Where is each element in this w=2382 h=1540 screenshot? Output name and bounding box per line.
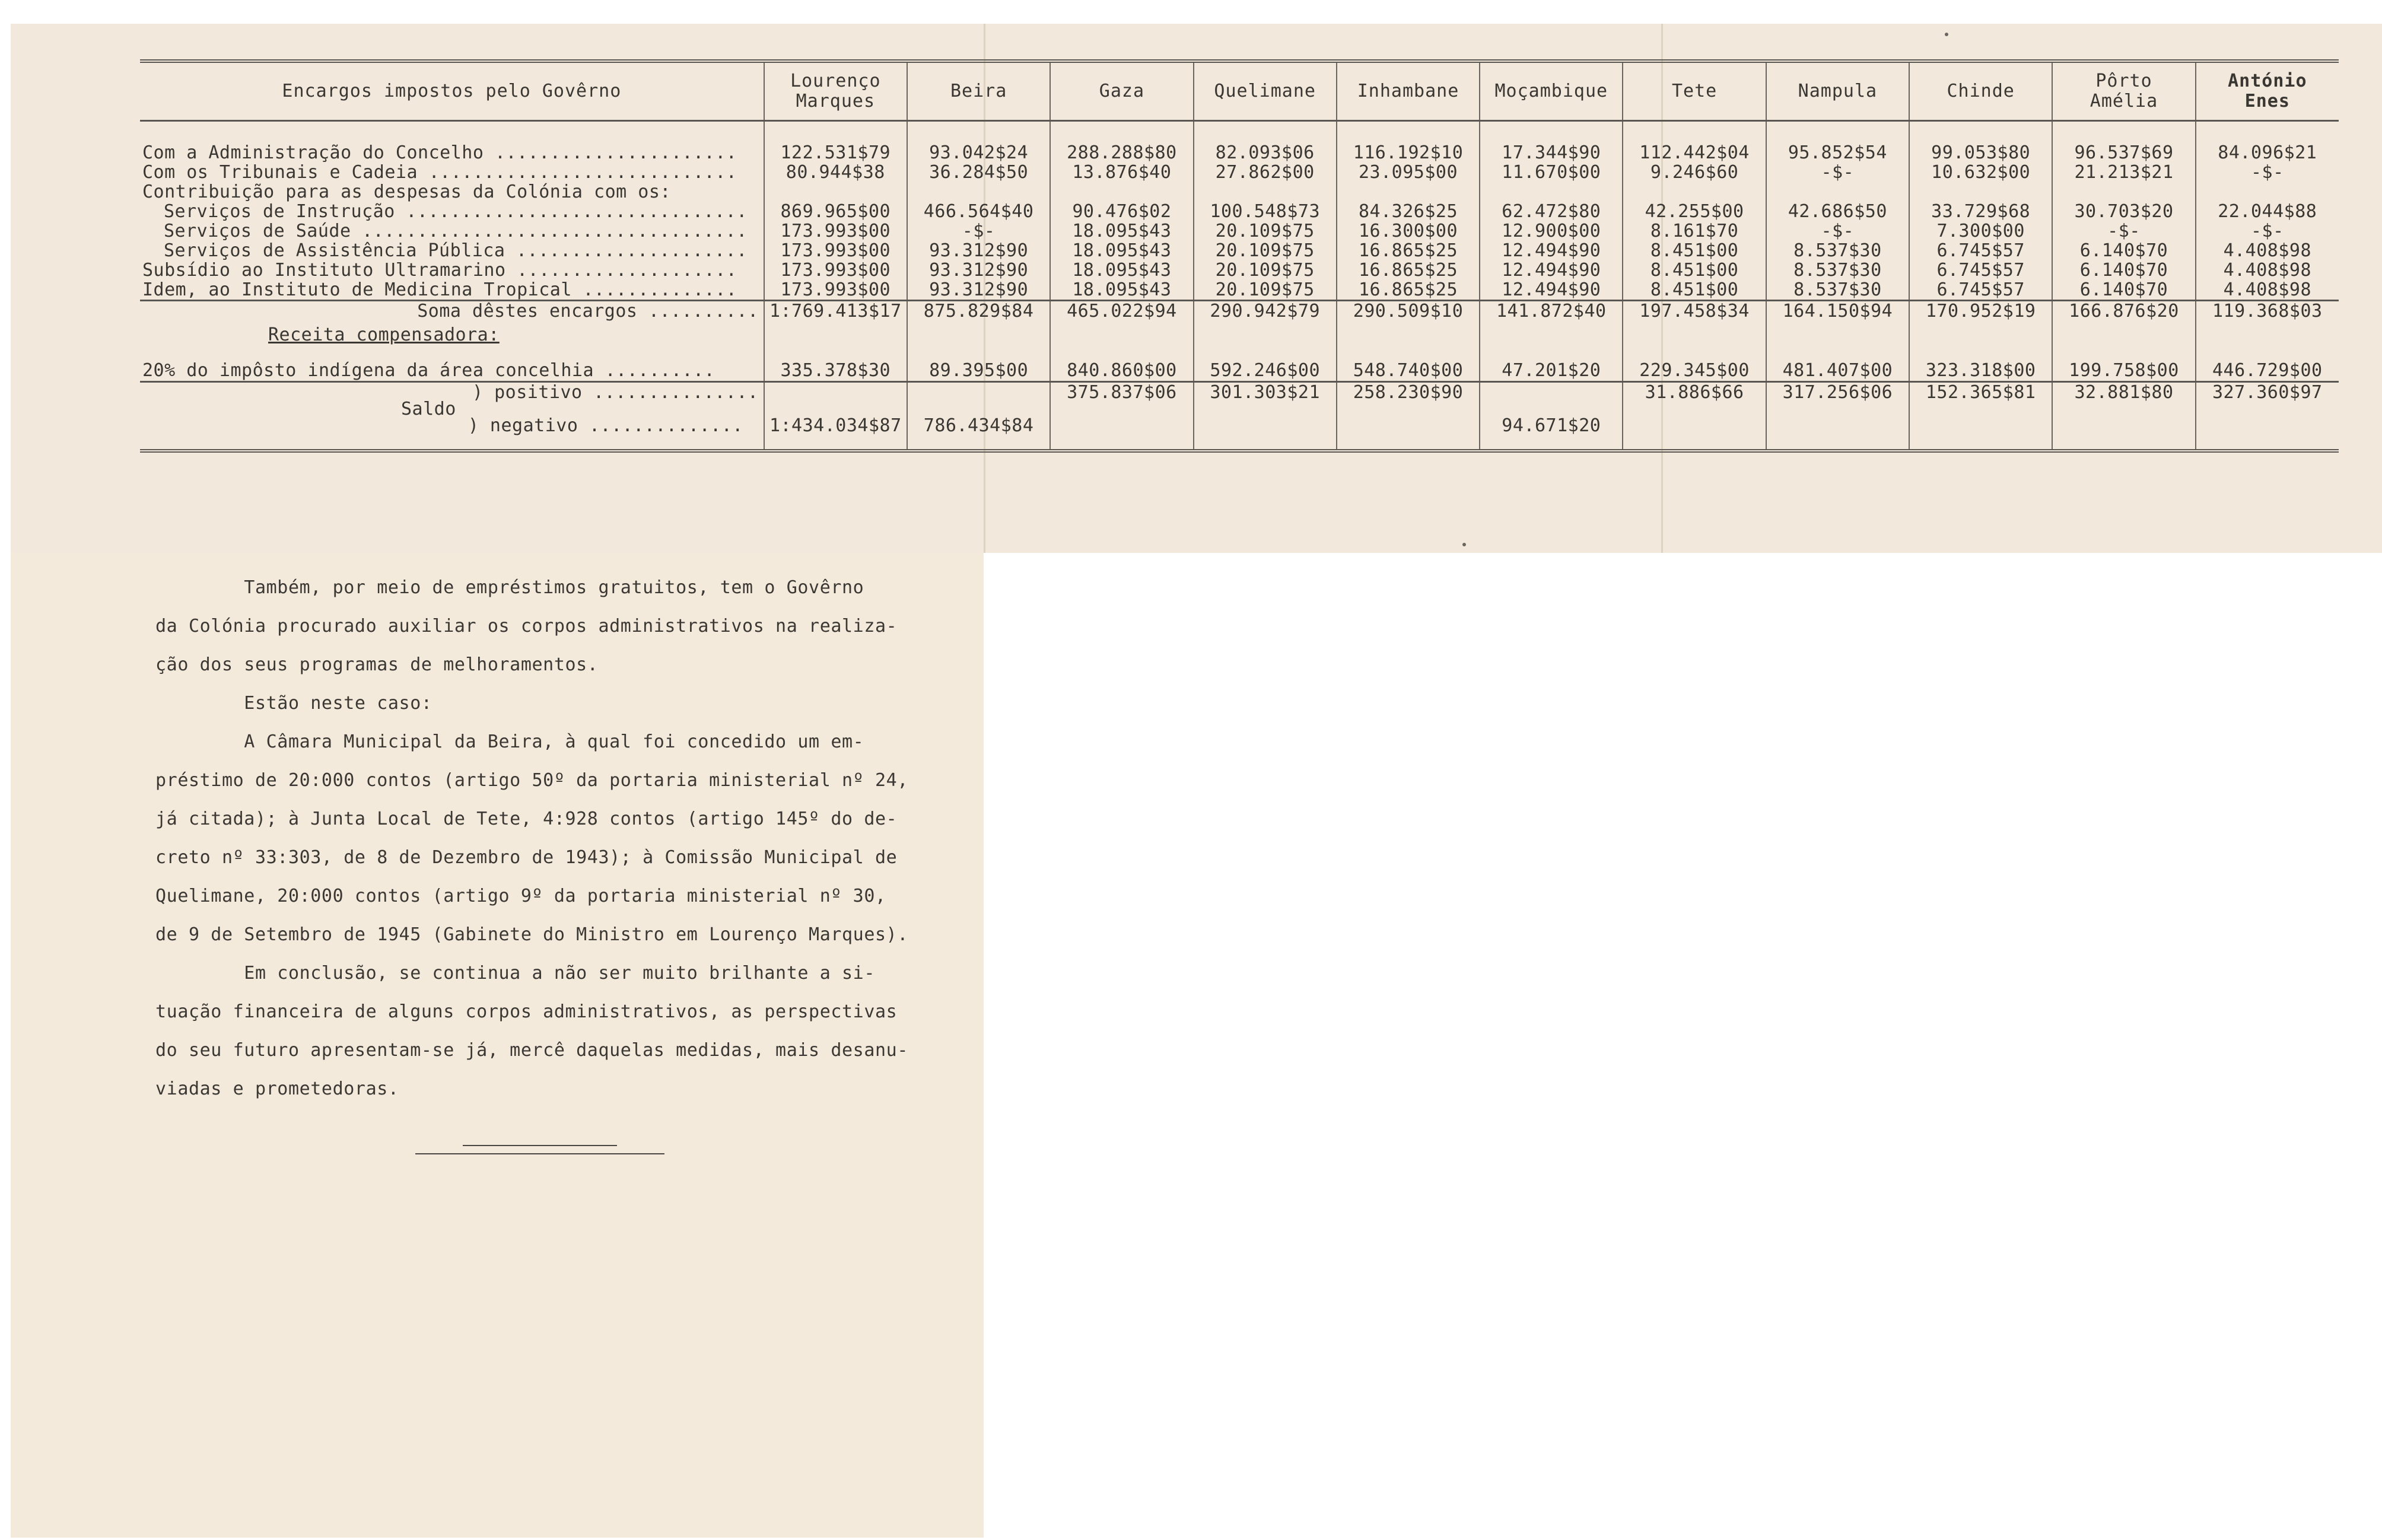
value-cell: 95.852$54 (1766, 143, 1909, 163)
value-cell: 592.246$00 (1194, 361, 1337, 382)
value-cell: 20.109$75 (1194, 260, 1337, 280)
table-row (140, 163, 2339, 182)
value-cell (1337, 182, 1480, 202)
column-header-label: Moçambique (1494, 81, 1608, 101)
text-line: creto nº 33:303, de 8 de Dezembro de 1943); à Comissão Municipal de (155, 847, 898, 868)
text-line: do seu futuro apresentam-se já, mercê daquelas medidas, mais desanu- (155, 1040, 908, 1061)
value-cell: 6.745$57 (1909, 280, 2052, 301)
value-cell: 327.360$97 (2196, 382, 2339, 416)
table-row (140, 260, 2339, 280)
value-cell: 22.044$88 (2196, 202, 2339, 221)
value-cell (1194, 345, 1337, 361)
value-cell: 17.344$90 (1480, 143, 1623, 163)
value-cell: 6.745$57 (1909, 260, 2052, 280)
column-header-label: Inhambane (1357, 81, 1459, 101)
value-cell: 10.632$00 (1909, 163, 2052, 182)
value-cell (1194, 416, 1337, 451)
value-cell: 93.312$90 (907, 260, 1050, 280)
value-cell: 93.042$24 (907, 143, 1050, 163)
value-cell (2196, 416, 2339, 451)
value-cell: 446.729$00 (2196, 361, 2339, 382)
column-header (1194, 61, 1337, 121)
row-label: Soma dêstes encargos .......... (140, 301, 764, 326)
column-header-label: Quelimane (1214, 81, 1316, 101)
encargos-table (140, 59, 2339, 453)
value-cell: 122.531$79 (764, 143, 907, 163)
saldo-label: Saldo (401, 399, 456, 419)
value-cell: 116.192$10 (1337, 143, 1480, 163)
value-cell: 197.458$34 (1623, 301, 1766, 326)
value-cell (907, 345, 1050, 361)
value-cell (1194, 325, 1337, 345)
value-cell (1909, 416, 2052, 451)
value-cell (907, 325, 1050, 345)
value-cell: 36.284$50 (907, 163, 1050, 182)
value-cell: 80.944$38 (764, 163, 907, 182)
column-header (1337, 61, 1480, 121)
positivo-label: ) positivo ............... (472, 382, 759, 403)
value-cell: 62.472$80 (1480, 202, 1623, 221)
value-cell: 31.886$66 (1623, 382, 1766, 416)
value-cell (1623, 325, 1766, 345)
paper-speck (1945, 33, 1948, 36)
column-header (1050, 61, 1193, 121)
body-text (155, 568, 974, 1108)
value-cell (1766, 325, 1909, 345)
value-cell (1909, 325, 2052, 345)
value-cell (1623, 416, 1766, 451)
table-body (140, 121, 2339, 451)
sum-row (140, 301, 2339, 326)
value-cell (1480, 182, 1623, 202)
value-cell: 18.095$43 (1050, 221, 1193, 241)
value-cell (2052, 325, 2195, 345)
value-cell: -$- (907, 221, 1050, 241)
value-cell: 18.095$43 (1050, 280, 1193, 301)
value-cell: 8.537$30 (1766, 280, 1909, 301)
value-cell (764, 382, 907, 416)
text-line: da Colónia procurado auxiliar os corpos administrativos na realiza- (155, 616, 898, 637)
text-line: Estão neste caso: (155, 693, 432, 714)
column-header-label: Beira (950, 81, 1007, 101)
value-cell: -$- (2196, 163, 2339, 182)
text-line: já citada); à Junta Local de Tete, 4:928 contos (artigo 145º do de- (155, 809, 898, 829)
receita-row (140, 361, 2339, 382)
value-cell (2052, 182, 2195, 202)
value-cell (1480, 325, 1623, 345)
value-cell: 152.365$81 (1909, 382, 2052, 416)
value-cell (1050, 325, 1193, 345)
value-cell: 84.096$21 (2196, 143, 2339, 163)
value-cell: 16.865$25 (1337, 241, 1480, 260)
value-cell (1194, 182, 1337, 202)
row-label (140, 325, 764, 345)
value-cell: 465.022$94 (1050, 301, 1193, 326)
value-cell (1337, 345, 1480, 361)
value-cell: 12.900$00 (1480, 221, 1623, 241)
value-cell: 335.378$30 (764, 361, 907, 382)
row-label: Serviços de Assistência Pública ..................... (164, 240, 748, 261)
value-cell: 20.109$75 (1194, 221, 1337, 241)
value-cell: 173.993$00 (764, 260, 907, 280)
value-cell: 481.407$00 (1766, 361, 1909, 382)
value-cell: 323.318$00 (1909, 361, 2052, 382)
column-header (2052, 61, 2195, 121)
value-cell: 1:434.034$87 (764, 416, 907, 451)
text-line: Também, por meio de empréstimos gratuitos, tem o Govêrno (155, 577, 864, 598)
value-cell: 290.942$79 (1194, 301, 1337, 326)
row-label: Serviços de Instrução ............................... (164, 201, 748, 222)
saldo-positivo-row (140, 382, 2339, 416)
value-cell: 96.537$69 (2052, 143, 2195, 163)
table-row (140, 280, 2339, 301)
value-cell (1766, 182, 1909, 202)
value-cell: -$- (1766, 163, 1909, 182)
value-cell: 869.965$00 (764, 202, 907, 221)
value-cell (1050, 182, 1193, 202)
value-cell: 16.865$25 (1337, 260, 1480, 280)
value-cell: 18.095$43 (1050, 241, 1193, 260)
table-row (140, 241, 2339, 260)
column-header (2196, 61, 2339, 121)
value-cell (907, 382, 1050, 416)
value-cell: 13.876$40 (1050, 163, 1193, 182)
value-cell (764, 325, 907, 345)
value-cell (1909, 182, 2052, 202)
negativo-label: ) negativo .............. (468, 415, 743, 436)
value-cell: 6.140$70 (2052, 280, 2195, 301)
value-cell: 840.860$00 (1050, 361, 1193, 382)
value-cell: 288.288$80 (1050, 143, 1193, 163)
value-cell: 166.876$20 (2052, 301, 2195, 326)
table-row (140, 182, 2339, 202)
value-cell: 84.326$25 (1337, 202, 1480, 221)
row-label (140, 399, 764, 451)
value-cell (1909, 345, 2052, 361)
value-cell: 4.408$98 (2196, 280, 2339, 301)
row-label: Com a Administração do Concelho ...................... (142, 142, 737, 163)
value-cell: 90.476$02 (1050, 202, 1193, 221)
value-cell: 1:769.413$17 (764, 301, 907, 326)
value-cell: 89.395$00 (907, 361, 1050, 382)
column-header-label: Chinde (1947, 81, 2015, 101)
column-header-label: Nampula (1798, 81, 1878, 101)
value-cell (1623, 345, 1766, 361)
value-cell: 12.494$90 (1480, 280, 1623, 301)
value-cell: 8.537$30 (1766, 241, 1909, 260)
value-cell: 199.758$00 (2052, 361, 2195, 382)
value-cell (1766, 345, 1909, 361)
value-cell: 12.494$90 (1480, 260, 1623, 280)
column-header-label: Tete (1671, 81, 1718, 101)
value-cell: 16.300$00 (1337, 221, 1480, 241)
saldo-negativo-row (140, 416, 2339, 451)
value-cell: 301.303$21 (1194, 382, 1337, 416)
value-cell: 141.872$40 (1480, 301, 1623, 326)
value-cell: 33.729$68 (1909, 202, 2052, 221)
value-cell (1480, 345, 1623, 361)
value-cell: 173.993$00 (764, 280, 907, 301)
text-line: A Câmara Municipal da Beira, à qual foi concedido um em- (155, 731, 864, 752)
row-label: Com os Tribunais e Cadeia ............................ (142, 162, 737, 183)
value-cell: 93.312$90 (907, 241, 1050, 260)
value-cell: 786.434$84 (907, 416, 1050, 451)
value-cell (1050, 345, 1193, 361)
value-cell: 42.255$00 (1623, 202, 1766, 221)
value-cell: 99.053$80 (1909, 143, 2052, 163)
value-cell: 290.509$10 (1337, 301, 1480, 326)
spacer-row (140, 345, 2339, 361)
value-cell: 4.408$98 (2196, 241, 2339, 260)
value-cell: 875.829$84 (907, 301, 1050, 326)
column-header (1480, 61, 1623, 121)
value-cell: 11.670$00 (1480, 163, 1623, 182)
value-cell: 317.256$06 (1766, 382, 1909, 416)
value-cell: 173.993$00 (764, 221, 907, 241)
column-header-label: Pôrto Amélia (2090, 71, 2158, 112)
value-cell: 375.837$06 (1050, 382, 1193, 416)
value-cell: 27.862$00 (1194, 163, 1337, 182)
value-cell (1480, 382, 1623, 416)
table-row (140, 143, 2339, 163)
value-cell: 173.993$00 (764, 241, 907, 260)
value-cell: -$- (1766, 221, 1909, 241)
value-cell: 164.150$94 (1766, 301, 1909, 326)
text-line: préstimo de 20:000 contos (artigo 50º da portaria ministerial nº 24, (155, 770, 908, 791)
table-header-row (140, 61, 2339, 121)
value-cell: 170.952$19 (1909, 301, 2052, 326)
value-cell (764, 182, 907, 202)
value-cell: 8.451$00 (1623, 280, 1766, 301)
closing-rule (415, 1153, 664, 1154)
column-header (907, 61, 1050, 121)
value-cell: 6.745$57 (1909, 241, 2052, 260)
value-cell: 94.671$20 (1480, 416, 1623, 451)
table-row (140, 221, 2339, 241)
value-cell: 21.213$21 (2052, 163, 2195, 182)
row-label: Contribuição para as despesas da Colónia com os: (142, 182, 671, 202)
column-header (1909, 61, 2052, 121)
header-title: Encargos impostos pelo Govêrno (140, 61, 764, 121)
value-cell: 4.408$98 (2196, 260, 2339, 280)
value-cell: 258.230$90 (1337, 382, 1480, 416)
text-line: tuação financeira de alguns corpos administrativos, as perspectivas (155, 1001, 898, 1022)
value-cell: 9.246$60 (1623, 163, 1766, 182)
row-label: Serviços de Saúde ................................... (164, 221, 748, 241)
value-cell: 8.451$00 (1623, 241, 1766, 260)
value-cell: 466.564$40 (907, 202, 1050, 221)
row-label: 20% do impôsto indígena da área concelhia .......... (140, 361, 764, 382)
value-cell (1337, 416, 1480, 451)
value-cell (2196, 182, 2339, 202)
value-cell: 12.494$90 (1480, 241, 1623, 260)
row-label: Subsídio ao Instituto Ultramarino .................... (142, 260, 737, 281)
value-cell (907, 182, 1050, 202)
column-header (1623, 61, 1766, 121)
column-header-label: Lourenço Marques (790, 71, 881, 112)
text-line: viadas e prometedoras. (155, 1078, 399, 1099)
value-cell: 8.161$70 (1623, 221, 1766, 241)
value-cell: 119.368$03 (2196, 301, 2339, 326)
value-cell: 8.451$00 (1623, 260, 1766, 280)
value-cell: 6.140$70 (2052, 241, 2195, 260)
value-cell: 16.865$25 (1337, 280, 1480, 301)
value-cell: 82.093$06 (1194, 143, 1337, 163)
value-cell: 32.881$80 (2052, 382, 2195, 416)
text-line: de 9 de Setembro de 1945 (Gabinete do Ministro em Lourenço Marques). (155, 924, 908, 945)
spacer-row (140, 121, 2339, 144)
value-cell: 23.095$00 (1337, 163, 1480, 182)
value-cell: -$- (2196, 221, 2339, 241)
value-cell (2196, 345, 2339, 361)
value-cell (2052, 345, 2195, 361)
value-cell: 6.140$70 (2052, 260, 2195, 280)
value-cell (2196, 325, 2339, 345)
value-cell: 30.703$20 (2052, 202, 2195, 221)
column-header-label: António Enes (2228, 71, 2307, 112)
value-cell: 112.442$04 (1623, 143, 1766, 163)
receita-label-row (140, 325, 2339, 345)
column-header-label: Gaza (1099, 81, 1145, 101)
paper-speck (1462, 543, 1466, 546)
value-cell (2052, 416, 2195, 451)
closing-rule (463, 1145, 617, 1146)
value-cell: 229.345$00 (1623, 361, 1766, 382)
column-header (764, 61, 907, 121)
text-line: Em conclusão, se continua a não ser muito brilhante a si- (155, 963, 875, 984)
value-cell: 548.740$00 (1337, 361, 1480, 382)
value-cell: 8.537$30 (1766, 260, 1909, 280)
column-header (1766, 61, 1909, 121)
value-cell (764, 345, 907, 361)
value-cell: 7.300$00 (1909, 221, 2052, 241)
row-label (140, 345, 764, 361)
value-cell: 20.109$75 (1194, 241, 1337, 260)
value-cell: 100.548$73 (1194, 202, 1337, 221)
value-cell: 18.095$43 (1050, 260, 1193, 280)
receita-label: Receita compensadora: (268, 324, 500, 345)
table-row (140, 202, 2339, 221)
value-cell (1766, 416, 1909, 451)
value-cell (1337, 325, 1480, 345)
row-label: Idem, ao Instituto de Medicina Tropical .............. (140, 280, 764, 301)
value-cell (1050, 416, 1193, 451)
value-cell: 47.201$20 (1480, 361, 1623, 382)
value-cell: 93.312$90 (907, 280, 1050, 301)
value-cell (1623, 182, 1766, 202)
text-line: Quelimane, 20:000 contos (artigo 9º da portaria ministerial nº 30, (155, 886, 886, 906)
text-line: ção dos seus programas de melhoramentos. (155, 654, 599, 675)
value-cell: -$- (2052, 221, 2195, 241)
value-cell: 20.109$75 (1194, 280, 1337, 301)
value-cell: 42.686$50 (1766, 202, 1909, 221)
